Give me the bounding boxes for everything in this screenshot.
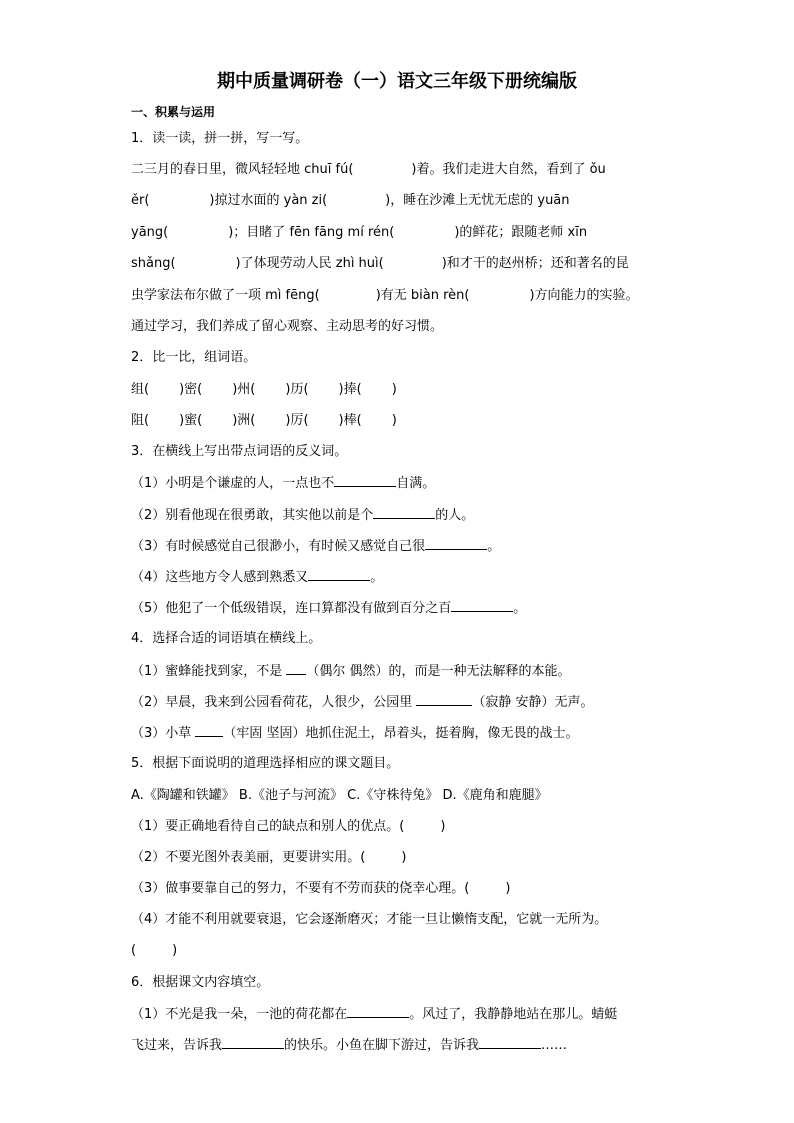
- text: ): [440, 819, 446, 834]
- text: )了体现劳动人民 zhì huì(: [235, 256, 384, 271]
- text: )掠过水面的 yàn zi(: [209, 193, 328, 208]
- q6-item-2: [131, 1036, 567, 1055]
- fill-blank[interactable]: [347, 1005, 409, 1018]
- text: 。: [513, 601, 527, 616]
- text: (: [131, 943, 137, 958]
- text: （3）小草: [131, 726, 196, 741]
- text: （1）不光是我一朵，一池的荷花都在: [131, 1007, 348, 1022]
- q1-line-2: [131, 192, 570, 210]
- text: )的鲜花；跟随老师 xīn: [454, 225, 588, 240]
- text: （2）早晨，我来到公园看荷花，人很少，公园里: [131, 695, 417, 710]
- q3-item-2: [131, 506, 474, 525]
- text: 飞过来，告诉我: [131, 1038, 223, 1053]
- q3-item-5: [131, 599, 526, 618]
- q5-item-1: [131, 818, 445, 836]
- text: 虫学家法布尔做了一项 mì fēng(: [131, 288, 320, 303]
- fill-blank[interactable]: [479, 1036, 541, 1049]
- text: yāng(: [131, 225, 169, 240]
- text: ): [172, 943, 178, 958]
- text: （1）小明是个谦虚的人，一点也不: [131, 476, 335, 491]
- text: )；目睹了 fēn fāng mí rén(: [228, 225, 395, 240]
- text: （3）做事要靠自己的努力，不要有不劳而获的侥幸心理。(: [131, 881, 470, 896]
- text: （2）不要光图外表美丽，更要讲实用。(: [131, 850, 366, 865]
- fill-blank[interactable]: [373, 506, 435, 519]
- word-cell: )厉(: [285, 413, 309, 428]
- q4-item-3: [131, 724, 579, 743]
- fill-blank[interactable]: [416, 693, 472, 706]
- q1-line-3: [131, 224, 587, 242]
- text: ): [505, 881, 511, 896]
- q5-item-4-answer: [131, 942, 177, 960]
- text: ……: [541, 1038, 568, 1053]
- fill-blank[interactable]: [308, 568, 370, 581]
- question-4-heading: 4．选择合适的词语填在横线上。: [131, 631, 322, 646]
- q1-line-6: 通过学习，我们养成了留心观察、主动思考的好习惯。: [131, 319, 444, 334]
- word-cell: 阻(: [131, 413, 150, 428]
- word-cell: )历(: [285, 382, 309, 397]
- fill-blank[interactable]: [425, 537, 487, 550]
- fill-blank[interactable]: [451, 599, 513, 612]
- text: （1）蜜蜂能找到家，不是: [131, 664, 287, 679]
- text: 自满。: [396, 476, 436, 491]
- q1-line-4: [131, 255, 629, 273]
- page-title: 期中质量调研卷（一）语文三年级下册统编版: [217, 71, 577, 92]
- question-5-heading: 5．根据下面说明的道理选择相应的课文题目。: [131, 756, 400, 771]
- fill-blank[interactable]: [286, 662, 306, 675]
- q5-options: A.《陶罐和铁罐》 B.《池子与河流》 C.《守株待兔》 D.《鹿角和鹿腿》: [131, 788, 548, 803]
- q6-item-1: [131, 1005, 617, 1024]
- text: 的快乐。小鱼在脚下游过，告诉我: [284, 1038, 480, 1053]
- text: )方向能力的实验。: [529, 288, 639, 303]
- text: 二三月的春日里，微风轻轻地 chuī fú(: [131, 162, 354, 177]
- word-cell: )棒(: [338, 413, 362, 428]
- text: 。: [370, 570, 384, 585]
- word-cell: )州(: [232, 382, 256, 397]
- word-cell: ): [391, 413, 397, 428]
- q4-item-1: [131, 662, 571, 681]
- question-3-heading: 3．在横线上写出带点词语的反义词。: [131, 444, 348, 459]
- q4-item-2: [131, 693, 594, 712]
- text: )和才干的赵州桥；还和著名的昆: [441, 256, 629, 271]
- fill-blank[interactable]: [334, 474, 396, 487]
- section-heading: 一、积累与运用: [131, 105, 216, 119]
- word-cell: )洲(: [232, 413, 256, 428]
- text: shǎng(: [131, 256, 176, 271]
- q5-item-3: [131, 880, 510, 898]
- word-cell: 组(: [131, 382, 150, 397]
- text: 。: [487, 539, 501, 554]
- fill-blank[interactable]: [195, 724, 223, 737]
- q1-line-1: [131, 161, 606, 179]
- text: （5）他犯了一个低级错误，连口算都没有做到百分之百: [131, 601, 452, 616]
- text: （偶尔 偶然）的，而是一种无法解释的本能。: [306, 664, 571, 679]
- text: （4）这些地方令人感到熟悉又: [131, 570, 309, 585]
- q3-item-4: [131, 568, 383, 587]
- text: （3）有时候感觉自己很渺小，有时候又感觉自己很: [131, 539, 426, 554]
- q1-line-5: [131, 287, 639, 305]
- q3-item-1: [131, 474, 435, 493]
- text: 的人。: [435, 508, 475, 523]
- q3-item-3: [131, 537, 500, 556]
- text: （2）别看他现在很勇敢，其实他以前是个: [131, 508, 374, 523]
- q2-row-2: [131, 412, 397, 430]
- text: 。风过了，我静静地站在那儿。蜻蜓: [409, 1007, 618, 1022]
- word-cell: )捧(: [338, 382, 362, 397]
- text: ): [401, 850, 407, 865]
- q2-row-1: [131, 381, 397, 399]
- q5-item-4: （4）才能不利用就要衰退，它会逐渐磨灭；才能一旦让懒惰支配，它就一无所为。: [131, 912, 608, 927]
- text: ěr(: [131, 193, 150, 208]
- question-6-heading: 6．根据课文内容填空。: [131, 975, 270, 990]
- word-cell: )蜜(: [179, 413, 203, 428]
- question-1-heading: 1．读一读，拼一拼，写一写。: [131, 131, 309, 146]
- text: )有无 biàn rèn(: [375, 288, 470, 303]
- fill-blank[interactable]: [222, 1036, 284, 1049]
- q5-item-2: [131, 849, 406, 867]
- word-cell: ): [391, 382, 397, 397]
- word-cell: )密(: [179, 382, 203, 397]
- text: （寂静 安静）无声。: [472, 695, 594, 710]
- question-2-heading: 2．比一比，组词语。: [131, 350, 257, 365]
- text: )着。我们走进大自然，看到了 ǒu: [411, 162, 606, 177]
- text: （牢固 坚固）地抓住泥土，昂着头，挺着胸，像无畏的战士。: [223, 726, 579, 741]
- text: （1）要正确地看待自己的缺点和别人的优点。(: [131, 819, 405, 834]
- text: )，睡在沙滩上无忧无虑的 yuān: [385, 193, 570, 208]
